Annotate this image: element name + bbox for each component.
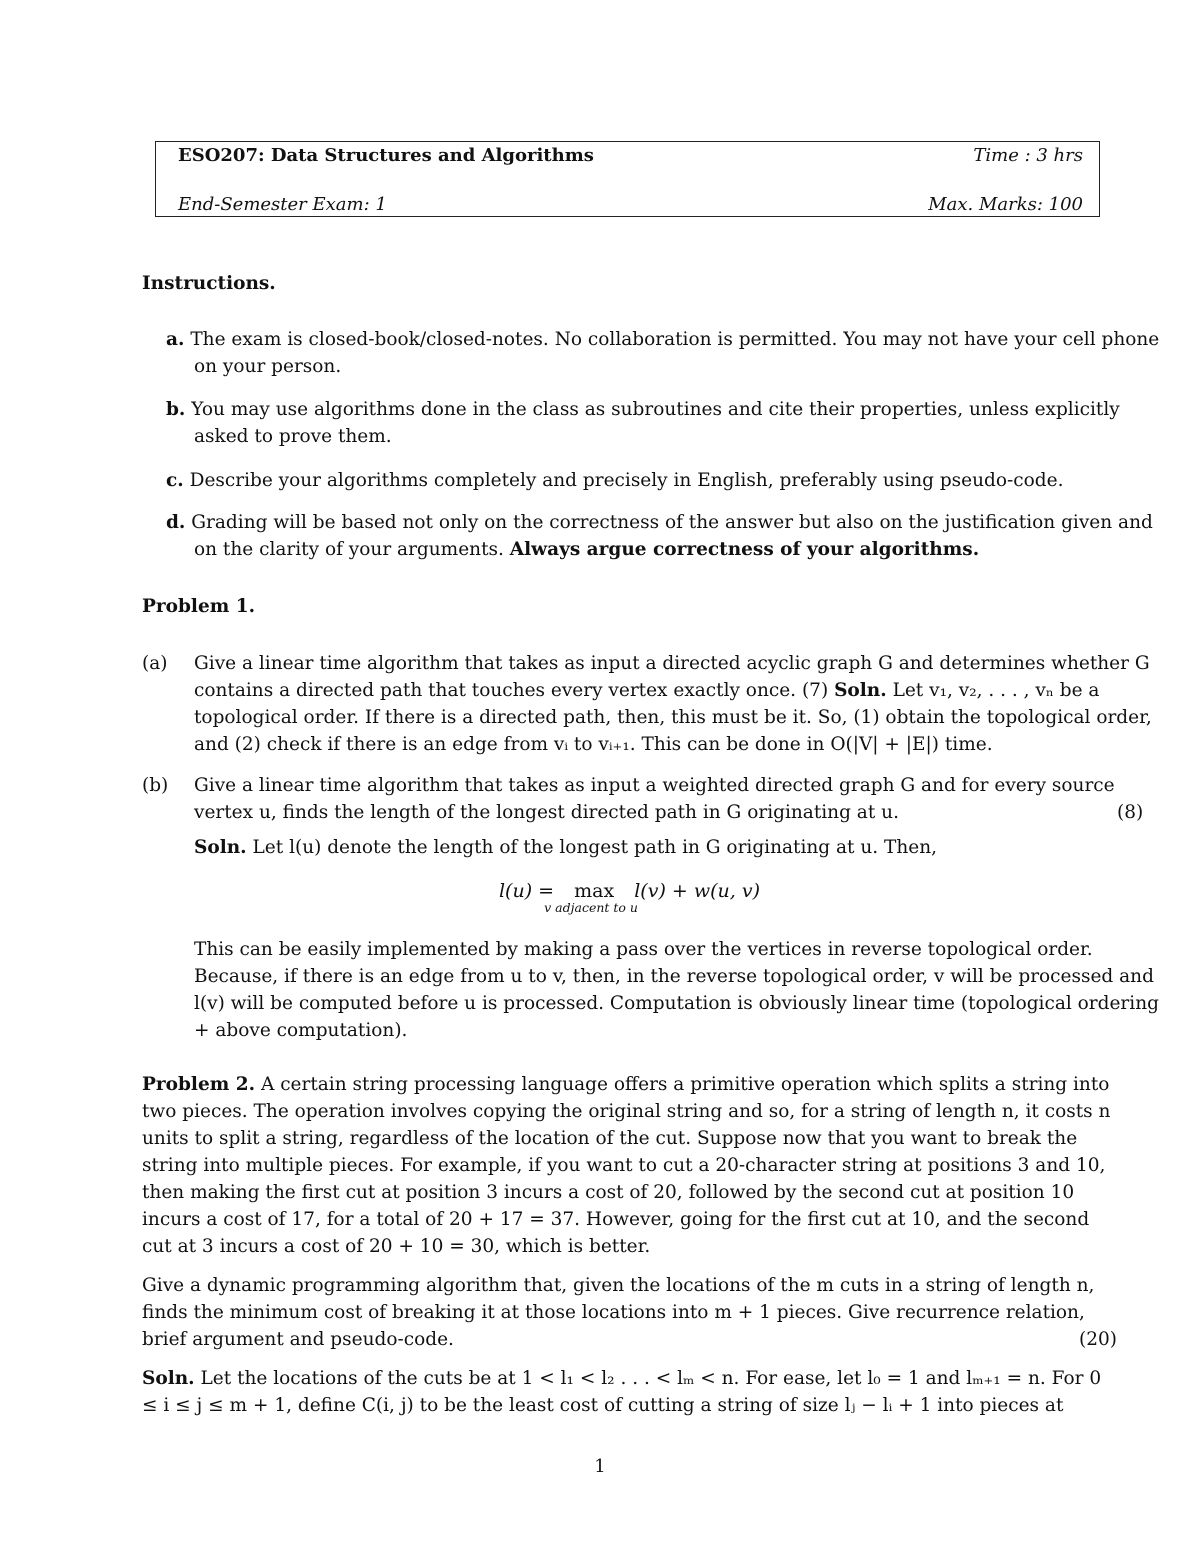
max-marks: Max. Marks: 100 [928,194,1083,215]
part-a-label: (a) [142,653,168,674]
problem2-solution [142,1365,1117,1419]
instruction-d-text: Grading will be based not only on the correctness of the answer but also on the justification given and on the clarity of your arguments. [191,512,1153,560]
part-b-soln: Let l(u) denote the length of the longest path in G originating at u. Then, [252,837,938,858]
equation-left: l(u) = [498,880,555,902]
equation-op: max [574,880,615,902]
problem2-text: A certain string processing language offers a primitive operation which splits a string into two pieces. The operation involves copying the original string and so, for a string of length n, it costs n units to split a string, regardless of the location of the cut. Suppose now that you want to break the string into multiple pieces. For example, if you want to cut a 20-character string at positions 3 and 10, then making the first cut at position 3 incurs a cost of 20, followed by the second cut at position 10 incurs a cost of 17, for a total of 20 + 17 = 37. However, going for the first cut at 10, and the second cut at 3 incurs a cost of 20 + 10 = 30, which is better. [142,1074,1111,1257]
instruction-a-text: The exam is closed-book/closed-notes. No collaboration is permitted. You may not have your cell phone on your person. [190,329,1160,377]
part-a-marks: (7) [801,680,829,701]
problem2-statement [142,1071,1117,1260]
part-b-text: Give a linear time algorithm that takes as input a weighted directed graph G and for every source vertex u, finds the length of the longest directed path in G originating at u. [194,775,1115,823]
problem2-task [142,1272,1117,1353]
instructions-title: Instructions. [142,273,276,294]
instruction-c-text: Describe your algorithms completely and precisely in English, preferably using pseudo-code. [189,470,1064,491]
instruction-b-text: You may use algorithms done in the class as subroutines and cite their properties, unless explicitly asked to prove them. [191,399,1120,447]
problem1-part-a [142,650,1169,758]
exam-time: Time : 3 hrs [973,145,1083,166]
instruction-b [142,396,1169,450]
instruction-b-label: b. [166,399,186,420]
problem2-marks: (20) [1079,1329,1117,1350]
problem2-title: Problem 2. [142,1074,256,1095]
part-b-soln-line [142,834,1169,861]
problem1-part-b: (b) Give a linear time algorithm that takes as input a weighted directed graph G and for every source vertex u, finds the length of the longest directed path in G originating at u. (8) [142,772,1169,826]
instruction-c [142,467,1169,494]
part-a-text: Give a linear time algorithm that takes as input a directed acyclic graph G and determines whether G contains a directed path that touches every vertex exactly once. [194,653,1150,701]
header-row-bottom [178,194,1083,215]
equation-max [544,880,638,915]
header-row-top [178,145,1083,166]
part-a-soln: Let v₁, v₂, . . . , vₙ be a topological order. If there is a directed path, then, this must be it. So, (1) obtain the topological order, and (2) check if there is an edge from vᵢ to vᵢ₊₁. This can be done in O(|V| + |E|) time. [194,680,1152,755]
instruction-d [142,509,1169,563]
instruction-d-emphasis: Always argue correctness of your algorithms. [509,539,980,560]
problem2-task-text: Give a dynamic programming algorithm that, given the locations of the m cuts in a string of length n, finds the minimum cost of breaking it at those locations into m + 1 pieces. Give recurrence relation, brief argument and pseudo-code. [142,1275,1095,1350]
problem2-soln-label: Soln. [142,1368,195,1389]
instruction-a [142,326,1169,380]
instruction-a-label: a. [166,329,185,350]
problem2-soln: Let the locations of the cuts be at 1 < l₁ < l₂ . . . < lₘ < n. For ease, let l₀ = 1 and lₘ₊₁ = n. For 0 ≤ i ≤ j ≤ m + 1, define C(i, j) to be the least cost of cutting a string of size lⱼ − lᵢ + 1 into pieces at [142,1368,1102,1416]
part-b-label: (b) [142,775,169,796]
exam-header-box [155,141,1100,217]
equation-right: l(v) + w(u, v) [634,880,761,902]
problem1-title: Problem 1. [142,596,256,617]
equation-subscript: v adjacent to u [544,900,638,915]
page-number: 1 [594,1456,606,1477]
part-b-explanation: This can be easily implemented by making a pass over the vertices in reverse topological order. Because, if there is an edge from u to v, then, in the reverse topological order, v will be processed and l(v) will be computed before u is processed. Computation is obviously linear time (topological ordering + above computation). [194,939,1159,1041]
instruction-c-label: c. [166,470,184,491]
part-a-soln-label: Soln. [834,680,887,701]
course-title: ESO207: Data Structures and Algorithms [178,145,594,166]
exam-name: End-Semester Exam: 1 [178,194,387,215]
part-b-soln-label: Soln. [194,837,247,858]
instruction-d-label: d. [166,512,186,533]
longest-path-equation [142,880,1117,915]
